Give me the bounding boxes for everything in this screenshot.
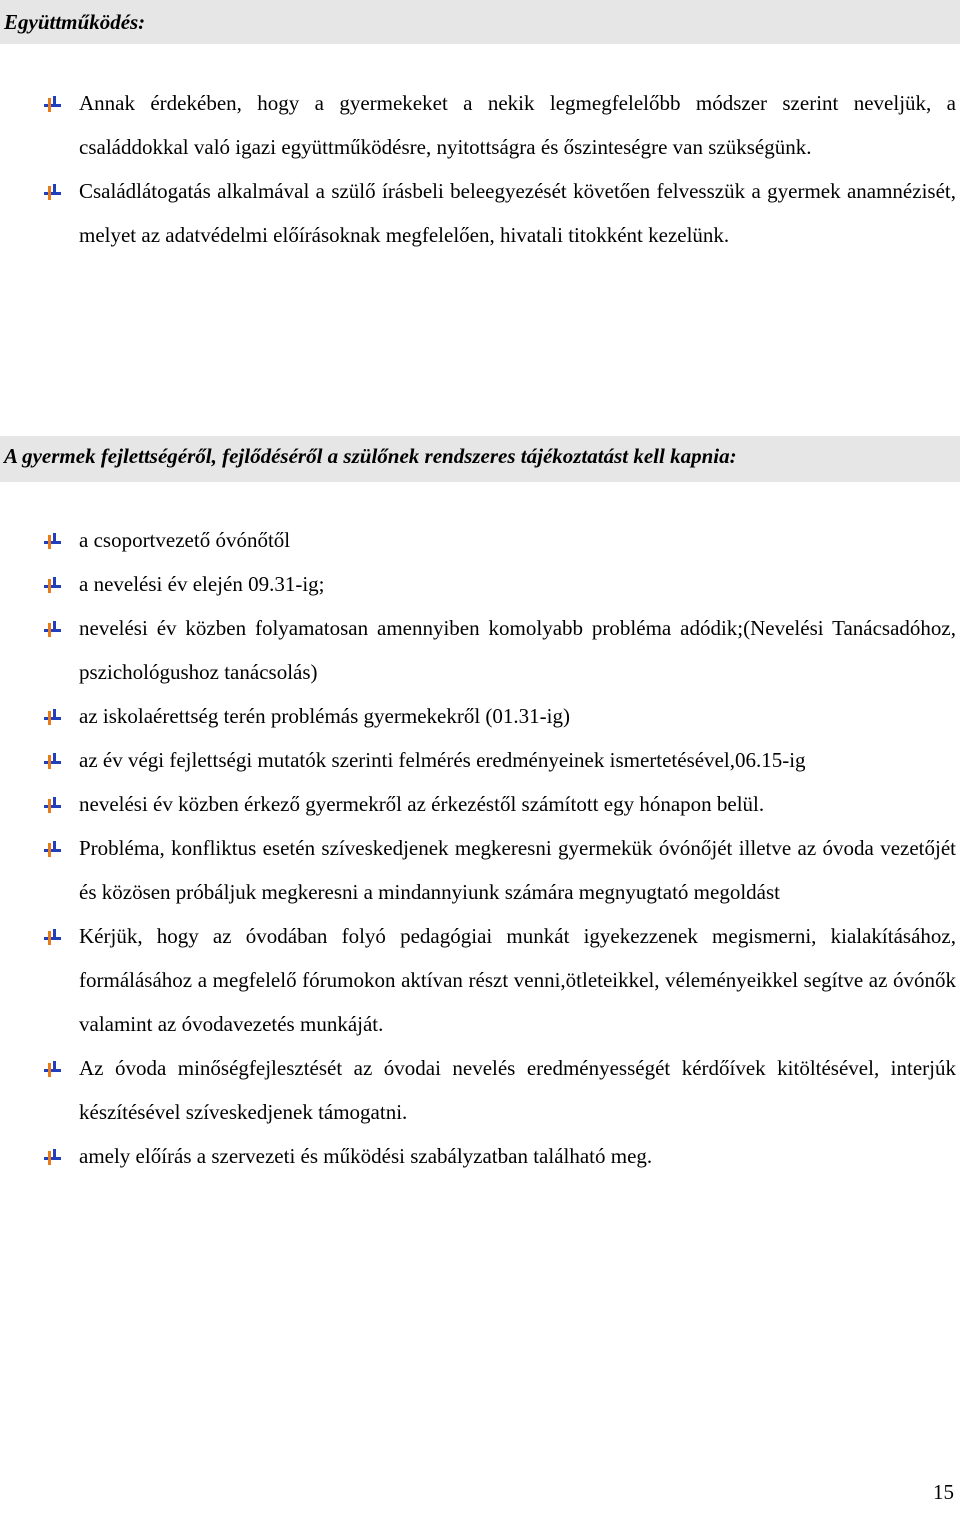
list-item [0,694,960,738]
list-item-text: az iskolaérettség terén problémás gyermekekről (01.31-ig) [79,704,570,728]
list-item-text: az év végi fejlettségi mutatók szerinti felmérés eredményeinek ismertetésével,06.15-ig [79,748,806,772]
tack-bullet-icon [42,532,61,549]
tack-bullet-icon [42,576,61,593]
list-item [0,518,960,562]
list-item [0,1134,960,1178]
list-item [0,169,960,257]
parent-information-list [0,518,960,1178]
list-item-text: Kérjük, hogy az óvodában folyó pedagógiai munkát igyekezzenek megismerni, kialakításához, formálásához a megfelelő fórumokon aktívan részt venni,ötleteikkel, véleményeikkel segítve az óvónők valamint az óvodavezetés munkáját. [79,924,956,1036]
list-item [0,81,960,169]
list-item-text: amely előírás a szervezeti és működési szabályzatban található meg. [79,1144,653,1168]
list-item [0,606,960,694]
tack-bullet-icon [42,796,61,813]
page-number: 15 [933,1480,954,1504]
list-item-text: Családlátogatás alkalmával a szülő írásbeli beleegyezését követően felvesszük a gyermek anamnézisét, melyet az adatvédelmi előírásoknak megfelelően, hivatali titokként kezelünk. [79,179,956,247]
list-item [0,782,960,826]
tack-bullet-icon [42,620,61,637]
list-item-text: Probléma, konfliktus esetén szíveskedjenek megkeresni gyermekük óvónőjét illetve az óvoda vezetőjét és közösen próbáljuk megkeresni a mindannyiunk számára megnyugtató megoldást [79,836,956,904]
tack-bullet-icon [42,183,61,200]
list-item-text: a csoportvezető óvónőtől [79,528,291,552]
list-item [0,826,960,914]
tack-bullet-icon [42,840,61,857]
list-item [0,1046,960,1134]
list-item-text: Annak érdekében, hogy a gyermekeket a nekik legmegfelelőbb módszer szerint neveljük, a családdokkal való igazi együttműködésre, nyitottságra és őszinteségre van szükségünk. [79,91,956,159]
section-heading-cooperation: Együttműködés: [0,0,960,44]
list-item [0,738,960,782]
tack-bullet-icon [42,752,61,769]
list-item [0,914,960,1046]
tack-bullet-icon [42,708,61,725]
list-item-text: nevelési év közben érkező gyermekről az érkezéstől számított egy hónapon belül. [79,792,765,816]
list-item-text: a nevelési év elején 09.31-ig; [79,572,325,596]
list-item [0,562,960,606]
tack-bullet-icon [42,928,61,945]
list-item-text: Az óvoda minőségfejlesztését az óvodai nevelés eredményességét kérdőívek kitöltésével, interjúk készítésével szíveskedjenek támogatni. [79,1056,956,1124]
tack-bullet-icon [42,1148,61,1165]
cooperation-list [0,81,960,257]
list-item-text: nevelési év közben folyamatosan amennyiben komolyabb probléma adódik;(Nevelési Tanácsadóhoz, pszichológushoz tanácsolás) [79,616,956,684]
tack-bullet-icon [42,1060,61,1077]
tack-bullet-icon [42,95,61,112]
section-heading-parent-information: A gyermek fejlettségéről, fejlődéséről a szülőnek rendszeres tájékoztatást kell kapnia: [0,436,960,482]
